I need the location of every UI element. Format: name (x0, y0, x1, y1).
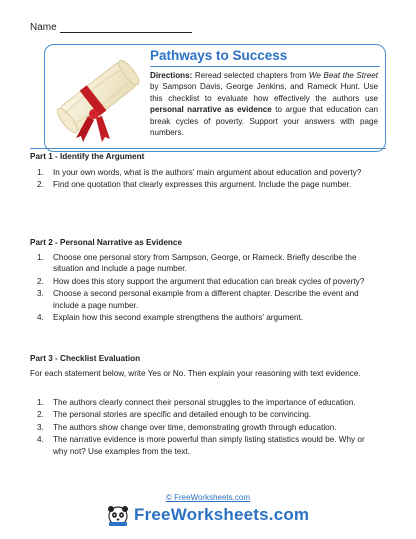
list-item: 3. Choose a second personal example from a different chapter. Describe the event and include a page number. (37, 289, 359, 310)
part2-list (37, 252, 367, 323)
title-divider (150, 66, 380, 67)
list-item: 1. In your own words, what is the authors' main argument about education and poverty? (37, 168, 362, 177)
worksheet-title: Pathways to Success (150, 48, 288, 63)
panda-mascot-icon (106, 503, 130, 527)
name-row (30, 22, 192, 33)
list-item: 3. The authors show change over time, demonstrating growth through education. (37, 422, 337, 432)
part3-heading: Part 3 - Checklist Evaluation (30, 354, 141, 363)
footer-copyright-link[interactable]: © FreeWorksheets.com (166, 493, 250, 502)
name-blank-line[interactable] (60, 22, 192, 33)
footer-logo (106, 503, 326, 527)
book-title: We Beat the Street (308, 71, 378, 80)
directions-label: Directions: (150, 71, 193, 80)
list-item: 2. How does this story support the argument that education can break cycles of poverty? (37, 276, 365, 286)
part1-heading: Part 1 - Identify the Argument (30, 152, 145, 161)
list-item: 2. The personal stories are specific and detailed enough to be convincing. (37, 410, 312, 420)
diploma-scroll-icon (48, 46, 148, 150)
part1-list (37, 167, 367, 191)
list-item: 4. The narrative evidence is more powerful than simply listing statistics would be. Why or why not? Use examples from the text. (37, 435, 365, 456)
key-phrase: personal narrative as evidence (150, 105, 272, 115)
list-item: 2. Find one quotation that clearly expresses this argument. Include the page number. (37, 180, 352, 190)
part3-intro: For each statement below, write Yes or No. Then explain your reasoning with text evidence. (30, 369, 361, 378)
list-item: 4. Explain how this second example strengthens the authors' argument. (37, 313, 304, 323)
part3-list (37, 397, 367, 457)
directions-text: Directions: Reread selected chapters from We Beat the Street by Sampson Davis, George Jenkins, and Rameck Hunt. Use this checklist to evaluate how effectively the authors use personal narrative as evidence to argue that education can break cycles of poverty. Support your answers with page numbers. (150, 71, 378, 138)
name-label: Name (30, 22, 57, 33)
section-divider (30, 148, 386, 149)
list-item: 1. Choose one personal story from Sampson, George, or Rameck. Briefly describe the situation and include a page number. (37, 253, 357, 274)
list-item: 1. The authors clearly connect their personal struggles to the importance of education. (37, 398, 356, 407)
footer-logo-text: FreeWorksheets.com (134, 505, 310, 524)
part2-heading: Part 2 - Personal Narrative as Evidence (30, 238, 183, 247)
